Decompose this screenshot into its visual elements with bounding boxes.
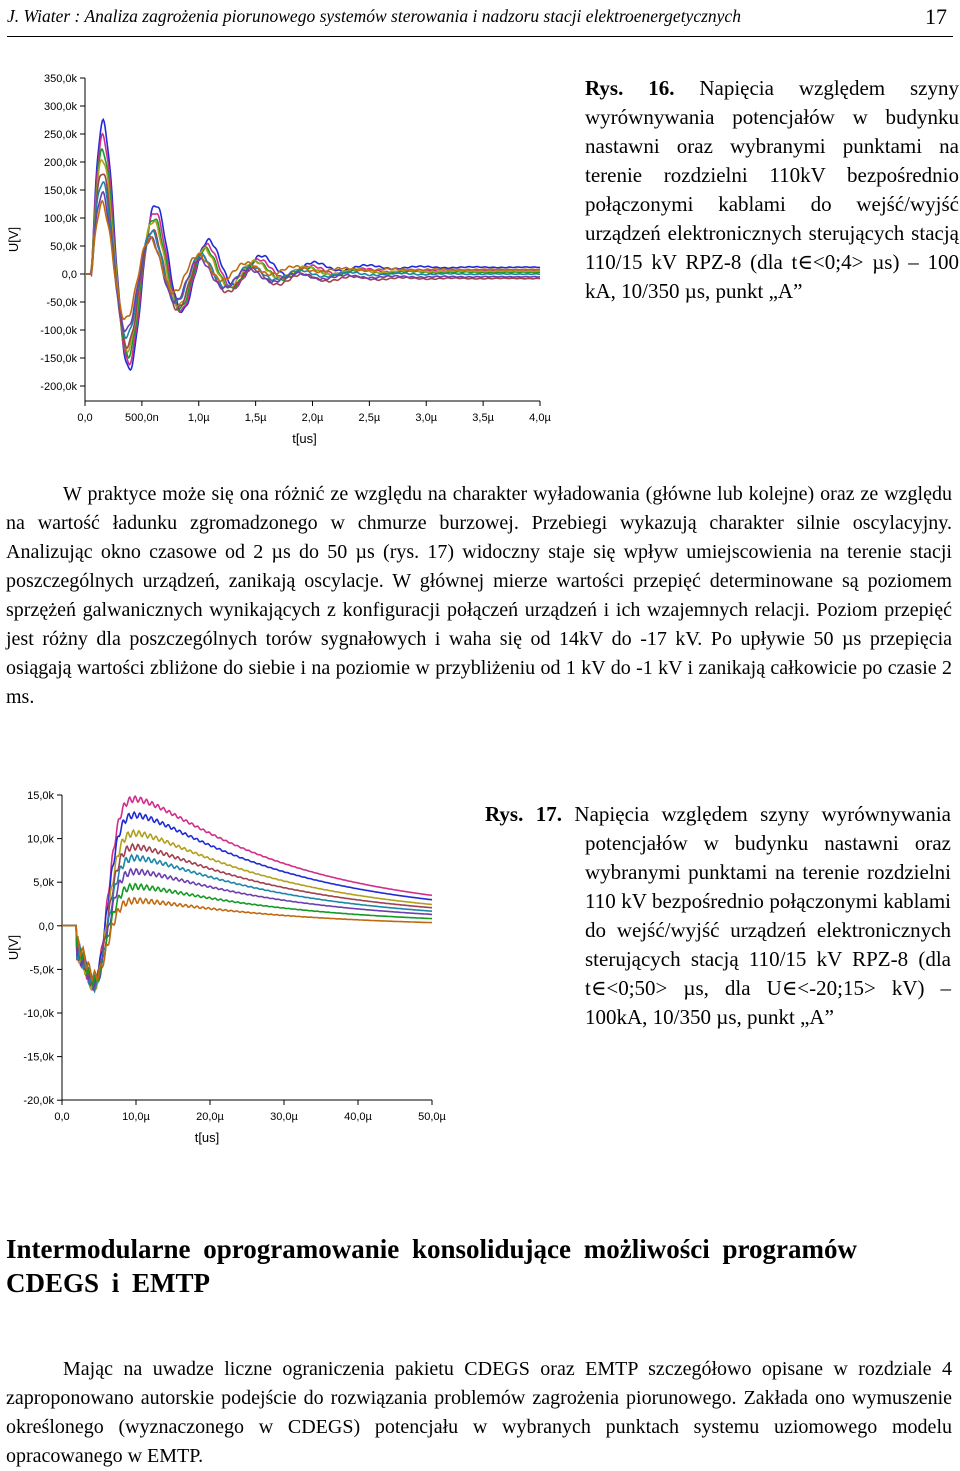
x-tick-label: 500,0n bbox=[125, 412, 159, 424]
x-tick-label: 2,0µ bbox=[301, 412, 324, 424]
series-line bbox=[85, 160, 540, 352]
figure-17-chart bbox=[0, 780, 470, 1145]
figure-16-caption bbox=[585, 74, 959, 306]
x-tick-label: 40,0µ bbox=[344, 1111, 372, 1123]
x-tick-label: 4,0µ bbox=[529, 412, 551, 424]
y-tick-label: -100,0k bbox=[40, 325, 77, 337]
running-title: J. Wiater : Analiza zagrożenia piorunowego systemów sterowania i nadzoru stacji elektroenergetycznych bbox=[7, 6, 741, 26]
figure-17-caption bbox=[485, 800, 951, 1032]
y-tick-label: 250,0k bbox=[43, 129, 77, 141]
y-tick-label: 15,0k bbox=[27, 790, 54, 802]
figure-16-caption-label: Rys. 16. bbox=[585, 76, 675, 100]
y-tick-label: 100,0k bbox=[43, 213, 77, 225]
x-tick-label: 10,0µ bbox=[122, 1111, 150, 1123]
y-tick-label: 150,0k bbox=[43, 185, 77, 197]
y-tick-label: -10,0k bbox=[23, 1008, 54, 1020]
x-tick-label: 50,0µ bbox=[418, 1111, 446, 1123]
x-axis-label: t[us] bbox=[292, 431, 317, 446]
page-header bbox=[7, 2, 953, 37]
x-tick-label: 0,0 bbox=[77, 412, 93, 424]
x-tick-label: 3,0µ bbox=[415, 412, 438, 424]
y-tick-label: 0,0 bbox=[61, 269, 77, 281]
y-tick-label: 5,0k bbox=[33, 877, 54, 890]
series-line bbox=[85, 149, 540, 358]
x-tick-label: 0,0 bbox=[54, 1111, 70, 1123]
y-tick-label: -200,0k bbox=[40, 381, 77, 393]
y-tick-label: -150,0k bbox=[40, 353, 77, 365]
y-tick-label: 0,0 bbox=[38, 920, 54, 933]
series-line bbox=[62, 884, 432, 985]
y-tick-label: -5,0k bbox=[29, 964, 54, 977]
series-line bbox=[85, 201, 540, 319]
body-paragraph-2: Mając na uwadze liczne ograniczenia pakietu CDEGS oraz EMTP szczegółowo opisane w rozdziale 4 zaproponowano autorskie podejście do rozwiązania problemów zagrożenia piorunowego. Zakłada ono wymuszenie określonego (wyznaczonego w CDEGS) potencjału w wybranych punktach systemu uziomowego modelu opracowanego w EMTP. bbox=[6, 1358, 952, 1467]
y-tick-label: -15,0k bbox=[23, 1051, 54, 1064]
y-tick-label: 350,0k bbox=[43, 73, 77, 85]
page-number: 17 bbox=[925, 4, 947, 29]
section-heading: Intermodularne oprogramowanie konsolidujące możliwości programów CDEGS i EMTP bbox=[6, 1234, 857, 1298]
body-paragraph-1: W praktyce może się ona różnić ze względu na charakter wyładowania (główne lub kolejne) oraz ze względu na wartość ładunku zgromadzonego w chmurze burzowej. Przebiegi wykazują charakter silnie oscylacyjny. Analizując okno czasowe od 2 µs do 50 µs (rys. 17) widoczny staje się wpływ umiejscowienia na terenie stacji poszczególnych urządzeń, zanikają oscylacje. W głównej mierze wartości przepięć determinowane są poziomem sprzężeń galwanicznych wynikających z konfiguracji połączeń urządzeń i ich wzajemnych relacji. Poziom przepięć jest różny dla poszczególnych torów sygnałowych i waha się od 14kV do -17 kV. Po upływie 50 µs przepięcia osiągają wartości zbliżone do siebie i na poziomie w przybliżeniu od 1 kV do -1 kV i zanikają całkowicie po czasie 2 ms. bbox=[6, 483, 952, 708]
series-line bbox=[85, 120, 540, 370]
y-axis-label: U[V] bbox=[6, 934, 21, 961]
series-line bbox=[85, 134, 540, 365]
y-tick-label: 300,0k bbox=[43, 101, 77, 113]
y-tick-label: 10,0k bbox=[27, 833, 54, 846]
y-axis-label: U[V] bbox=[6, 226, 21, 253]
x-tick-label: 3,5µ bbox=[472, 412, 494, 424]
y-tick-label: -50,0k bbox=[46, 297, 77, 309]
x-tick-label: 30,0µ bbox=[270, 1111, 298, 1123]
x-tick-label: 1,0µ bbox=[187, 412, 210, 424]
figure-17-caption-text: Napięcia względem szyny wyrównywania potencjałów w budynku nastawni oraz wybranymi punktami na terenie rozdzielni 110 kV bezpośrednio połączonymi kablami do wejść/wyjść urządzeń elektronicznych sterujących stacją 110/15 kV RPZ-8 (dla t∈<0;50> µs, dla U∈<-20;15> kV) – 100kA, 10/350 µs, punkt „A” bbox=[574, 802, 952, 1029]
x-tick-label: 20,0µ bbox=[196, 1111, 224, 1123]
series-line bbox=[85, 174, 540, 348]
figure-16-caption-text: Napięcia względem szyny wyrównywania potencjałów w budynku nastawni oraz wybranymi punktami na terenie rozdzielni 110kV bezpośrednio połączonymi kablami do wejść/wyjść urządzeń elektronicznych sterujących stacją 110/15 kV RPZ-8 (dla t∈<0;4> µs) – 100 kA, 10/350 µs, punkt „A” bbox=[585, 76, 959, 303]
x-tick-label: 1,5µ bbox=[244, 412, 267, 424]
x-axis-label: t[us] bbox=[194, 1130, 220, 1145]
y-tick-label: 200,0k bbox=[43, 157, 77, 169]
y-tick-label: 50,0k bbox=[50, 241, 77, 253]
figure-16-chart bbox=[0, 60, 560, 460]
figure-17-caption-label: Rys. 17. bbox=[485, 802, 563, 826]
x-tick-label: 2,5µ bbox=[358, 412, 381, 424]
y-tick-label: -20,0k bbox=[23, 1095, 54, 1108]
series-line bbox=[62, 855, 432, 991]
